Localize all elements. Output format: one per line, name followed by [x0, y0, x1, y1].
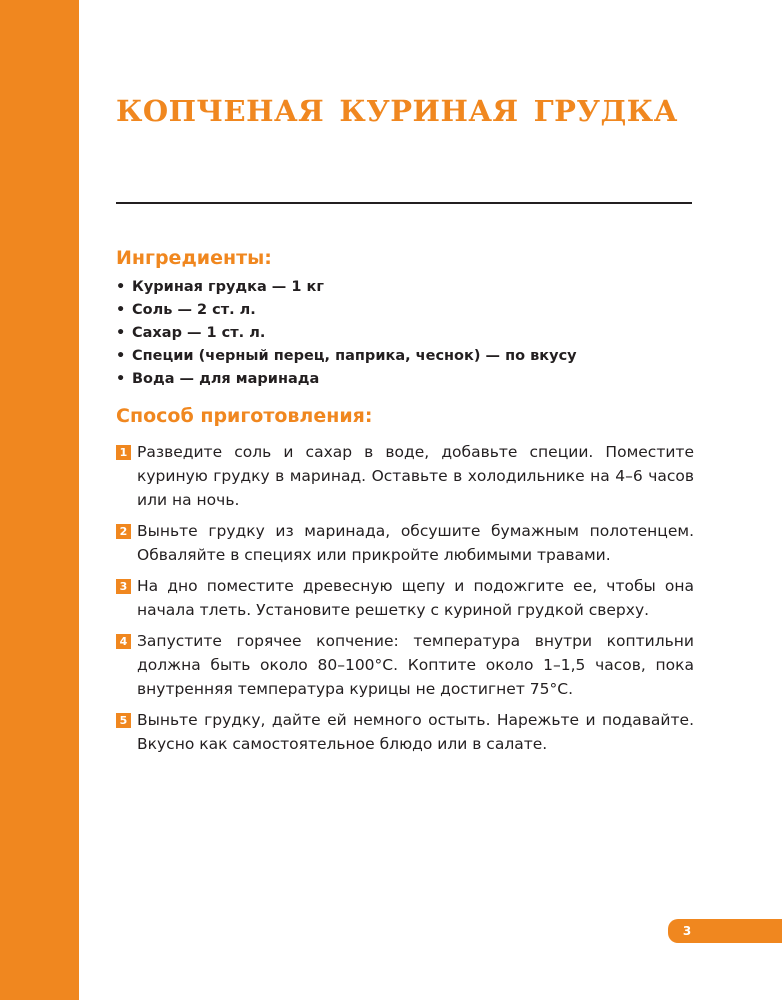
step-number-badge: 1	[116, 445, 131, 460]
title-divider	[116, 202, 692, 204]
step-number-badge: 5	[116, 713, 131, 728]
step-text: Выньте грудку из маринада, обсушите бумажным полотенцем. Обваляйте в специях или прикройте любимыми травами.	[137, 522, 694, 564]
step-item	[116, 574, 694, 622]
ingredients-heading: Ингредиенты:	[116, 247, 272, 269]
bullet-icon: •	[116, 371, 126, 387]
ingredient-item	[116, 299, 716, 322]
bullet-icon: •	[116, 302, 126, 318]
ingredient-item	[116, 345, 716, 368]
ingredient-text: Специи (черный перец, паприка, чеснок) — по вкусу	[132, 348, 577, 364]
ingredient-item	[116, 322, 716, 345]
step-number-badge: 4	[116, 634, 131, 649]
step-item	[116, 519, 694, 567]
step-number-badge: 2	[116, 524, 131, 539]
bullet-icon: •	[116, 348, 126, 364]
ingredient-text: Сахар — 1 ст. л.	[132, 325, 266, 341]
step-text: Выньте грудку, дайте ей немного остыть. Нарежьте и подавайте. Вкусно как самостоятельное блюдо или в салате.	[137, 711, 694, 753]
bullet-icon: •	[116, 279, 126, 295]
step-item	[116, 440, 694, 512]
recipe-title: копченая куриная грудка	[116, 82, 678, 131]
step-text: На дно поместите древесную щепу и подожгите ее, чтобы она начала тлеть. Установите решетку с куриной грудкой сверху.	[137, 577, 694, 619]
left-accent-stripe	[0, 0, 79, 1000]
page-number: 3	[682, 924, 692, 938]
bullet-icon: •	[116, 325, 126, 341]
ingredients-list	[116, 276, 716, 391]
ingredient-text: Куриная грудка — 1 кг	[132, 279, 324, 295]
page-number-tab	[668, 919, 782, 943]
step-text: Разведите соль и сахар в воде, добавьте специи. Поместите куриную грудку в маринад. Оставьте в холодильнике на 4–6 часов или на ночь.	[137, 443, 694, 509]
step-number-badge: 3	[116, 579, 131, 594]
ingredient-item	[116, 276, 716, 299]
ingredient-text: Вода — для маринада	[132, 371, 320, 387]
step-text: Запустите горячее копчение: температура внутри коптильни должна быть около 80–100°C. Коптите около 1–1,5 часов, пока внутренняя температура курицы не достигнет 75°C.	[137, 632, 694, 698]
method-heading: Способ приготовления:	[116, 405, 373, 427]
steps-list	[116, 440, 694, 763]
ingredient-item	[116, 368, 716, 391]
ingredient-text: Соль — 2 ст. л.	[132, 302, 256, 318]
step-item	[116, 708, 694, 756]
step-item	[116, 629, 694, 701]
